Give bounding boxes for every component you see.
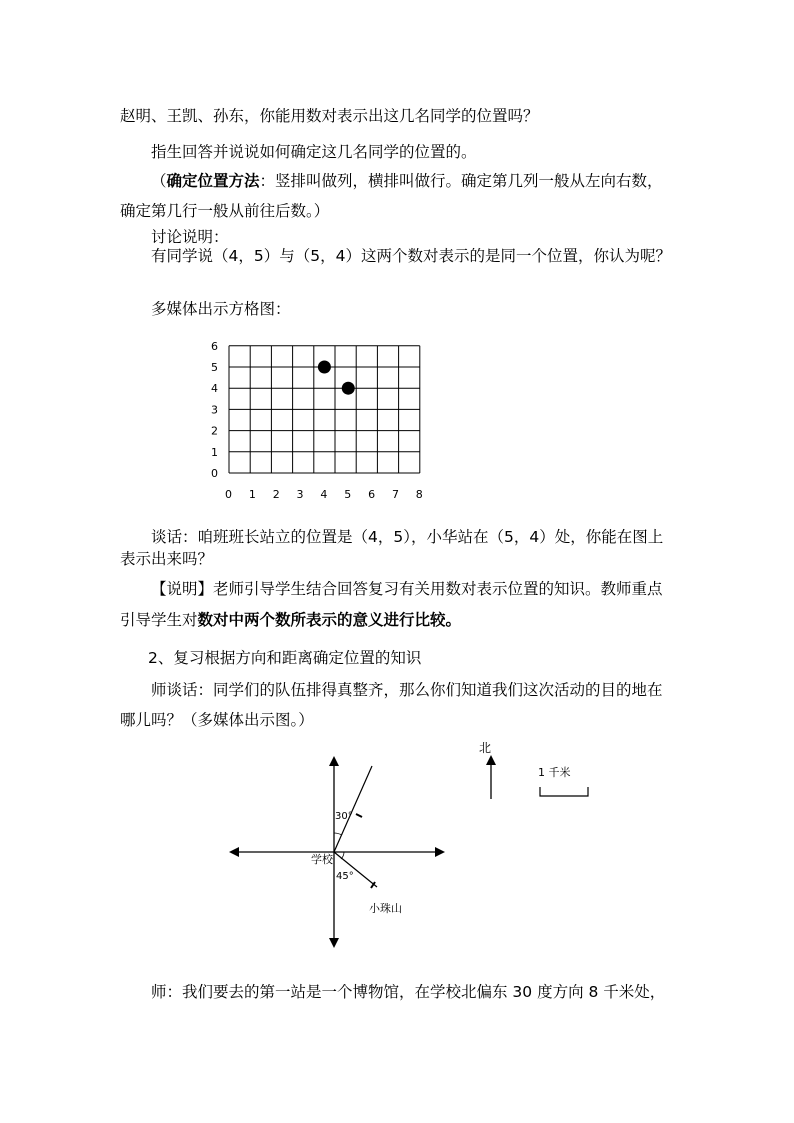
school-label: 学校 — [311, 853, 333, 866]
y-tick-label: 2 — [211, 424, 218, 438]
x-tick-label: 8 — [415, 488, 423, 501]
scale-bar — [540, 787, 588, 796]
y-tick-label: 6 — [211, 339, 218, 353]
grid-chart — [200, 335, 440, 505]
scale-label: 1 千米 — [538, 766, 571, 779]
north-label: 北 — [479, 741, 492, 755]
x-tick-label: 3 — [296, 488, 304, 501]
paragraph-5: 有同学说（4，5）与（5，4）这两个数对表示的是同一个位置，你认为呢？ — [151, 247, 671, 265]
direction-diagram — [220, 735, 620, 955]
method-text: ：竖排叫做列，横排叫做行。确定第几列一般从左向右数， — [259, 172, 663, 190]
ne-tick-mark — [356, 814, 362, 817]
paragraph-1: 赵明、王凯、孙东，你能用数对表示出这几名同学的位置吗？ — [120, 107, 539, 125]
data-points — [318, 361, 355, 395]
paragraph-2: 指生回答并说说如何确定这几名同学的位置的。 — [151, 143, 477, 161]
paragraph-8a: 【说明】老师引导学生结合回答复习有关用数对表示位置的知识。教师重点 — [151, 580, 663, 598]
y-tick-label: 1 — [211, 445, 218, 459]
paragraph-11: 师：我们要去的第一站是一个博物馆，在学校北偏东 30 度方向 8 千米处， — [151, 983, 666, 1001]
data-point — [342, 382, 355, 395]
west-arrowhead — [229, 847, 239, 857]
south-arrowhead — [329, 938, 339, 948]
east-arrowhead — [435, 847, 445, 857]
paragraph-9: 2、复习根据方向和距离确定位置的知识 — [148, 649, 422, 667]
paragraph-3b: 确定第几行一般从前往后数。） — [120, 202, 330, 220]
x-tick-label: 6 — [368, 488, 376, 501]
paragraph-7a: 谈话：咱班班长站立的位置是（4，5），小华站在（5，4）处，你能在图上 — [151, 528, 664, 546]
guidance-bold: 数对中两个数所表示的意义进行比较。 — [197, 611, 462, 629]
y-tick-label: 0 — [211, 467, 218, 480]
paragraph-10a: 师谈话：同学们的队伍排得真整齐，那么你们知道我们这次活动的目的地在 — [151, 681, 663, 699]
guidance-text: 引导学生对 — [120, 611, 198, 629]
paragraph-10b: 哪儿吗？（多媒体出示图。） — [120, 711, 314, 729]
data-point — [318, 361, 331, 374]
angle-label-45: 45° — [336, 871, 354, 882]
x-tick-labels — [225, 488, 423, 501]
north-arrowhead — [329, 756, 339, 766]
paragraph-3a — [151, 171, 663, 191]
method-heading: 确定位置方法 — [166, 172, 260, 190]
y-tick-labels — [211, 340, 218, 480]
x-tick-label: 1 — [248, 488, 256, 501]
paragraph-4: 讨论说明： — [151, 228, 229, 246]
xiaozhushan-label: 小珠山 — [369, 902, 402, 915]
x-tick-label: 2 — [272, 488, 280, 501]
angle-arc-ne — [334, 833, 342, 835]
paragraph-7b: 表示出来吗？ — [120, 550, 214, 568]
angle-arc-se — [341, 852, 344, 859]
north-indicator-arrow-icon — [486, 755, 496, 765]
x-tick-label: 0 — [225, 488, 232, 501]
angle-label-30: 30° — [335, 811, 353, 822]
ne-ray — [334, 766, 372, 852]
y-tick-label: 3 — [211, 403, 218, 417]
paragraph-8b — [120, 610, 461, 630]
paren-open: （ — [151, 172, 167, 190]
x-tick-label: 7 — [391, 488, 399, 501]
x-tick-label: 5 — [344, 488, 352, 501]
x-tick-label: 4 — [320, 488, 328, 501]
y-tick-label: 4 — [211, 382, 218, 396]
y-tick-label: 5 — [211, 361, 218, 374]
paragraph-6: 多媒体出示方格图： — [151, 300, 291, 318]
